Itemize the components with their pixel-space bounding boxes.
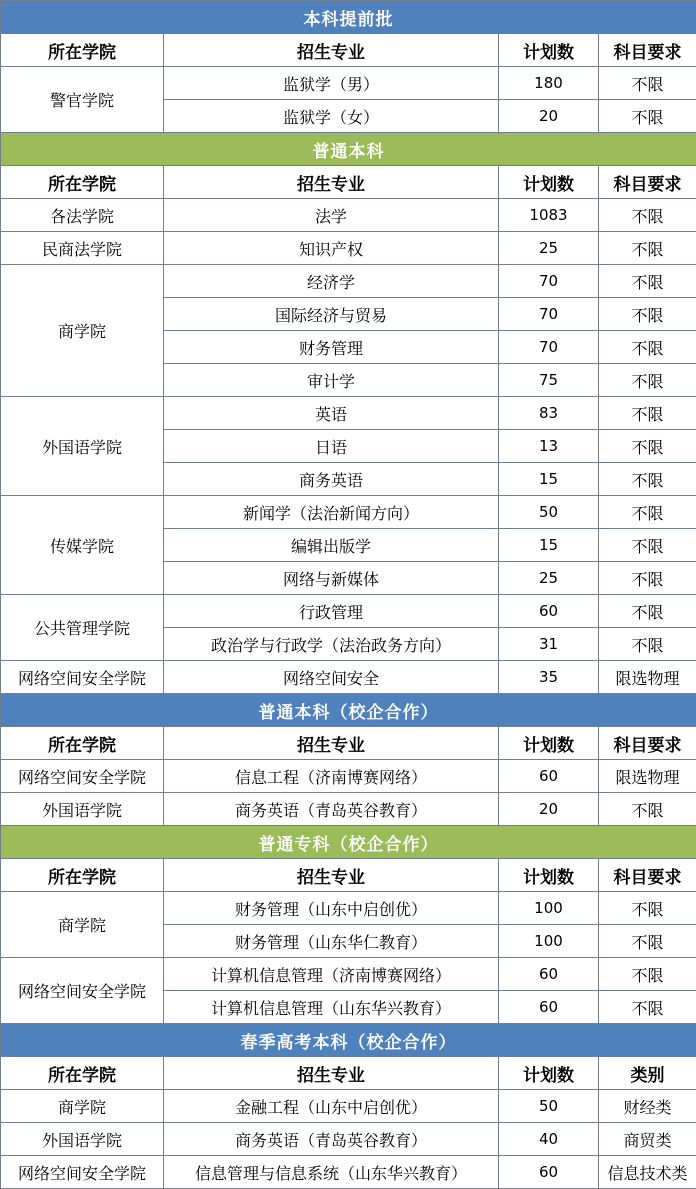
requirement-cell: 限选物理 (599, 661, 696, 694)
college-cell: 公共管理学院 (1, 595, 164, 661)
section-title: 普通本科（校企合作） (1, 694, 696, 727)
major-cell: 金融工程（山东中启创优） (164, 1090, 499, 1123)
college-cell: 网络空间安全学院 (1, 1156, 164, 1189)
requirement-cell: 不限 (599, 331, 696, 364)
college-cell: 商学院 (1, 892, 164, 958)
plan-cell: 60 (499, 595, 599, 628)
table-row (1, 1156, 696, 1189)
header-college: 所在学院 (1, 727, 164, 760)
college-cell: 传媒学院 (1, 496, 164, 595)
plan-cell: 60 (499, 958, 599, 991)
college-cell: 网络空间安全学院 (1, 760, 164, 793)
requirement-cell: 不限 (599, 199, 696, 232)
requirement-cell: 不限 (599, 562, 696, 595)
table-row (1, 760, 696, 793)
plan-cell: 75 (499, 364, 599, 397)
plan-cell: 60 (499, 1156, 599, 1189)
table-row (1, 1123, 696, 1156)
major-cell: 商务英语（青岛英谷教育） (164, 793, 499, 826)
header-college: 所在学院 (1, 859, 164, 892)
table-row (1, 67, 696, 100)
section-title-row (1, 133, 696, 166)
plan-cell: 100 (499, 892, 599, 925)
plan-cell: 100 (499, 925, 599, 958)
category-cell: 商贸类 (599, 1123, 696, 1156)
table-row (1, 496, 696, 529)
header-subject: 科目要求 (599, 166, 696, 199)
header-plan: 计划数 (499, 859, 599, 892)
requirement-cell: 不限 (599, 265, 696, 298)
requirement-cell: 不限 (599, 67, 696, 100)
plan-cell: 31 (499, 628, 599, 661)
header-row (1, 166, 696, 199)
plan-cell: 50 (499, 1090, 599, 1123)
college-cell: 外国语学院 (1, 397, 164, 496)
major-cell: 财务管理 (164, 331, 499, 364)
requirement-cell: 不限 (599, 595, 696, 628)
requirement-cell: 不限 (599, 892, 696, 925)
major-cell: 商务英语 (164, 463, 499, 496)
requirement-cell: 不限 (599, 925, 696, 958)
plan-cell: 40 (499, 1123, 599, 1156)
header-row (1, 727, 696, 760)
header-plan: 计划数 (499, 34, 599, 67)
requirement-cell: 不限 (599, 298, 696, 331)
requirement-cell: 不限 (599, 232, 696, 265)
major-cell: 日语 (164, 430, 499, 463)
major-cell: 监狱学（女） (164, 100, 499, 133)
major-cell: 网络与新媒体 (164, 562, 499, 595)
college-cell: 商学院 (1, 265, 164, 397)
requirement-cell: 不限 (599, 793, 696, 826)
section-title-row (1, 1024, 696, 1057)
header-major: 招生专业 (164, 727, 499, 760)
header-row (1, 859, 696, 892)
header-major: 招生专业 (164, 34, 499, 67)
header-plan: 计划数 (499, 166, 599, 199)
college-cell: 外国语学院 (1, 1123, 164, 1156)
table-row (1, 892, 696, 925)
header-major: 招生专业 (164, 859, 499, 892)
plan-cell: 20 (499, 793, 599, 826)
major-cell: 计算机信息管理（山东华兴教育） (164, 991, 499, 1024)
header-college: 所在学院 (1, 34, 164, 67)
header-college: 所在学院 (1, 1057, 164, 1090)
major-cell: 财务管理（山东中启创优） (164, 892, 499, 925)
table-row (1, 1090, 696, 1123)
requirement-cell: 不限 (599, 991, 696, 1024)
category-cell: 财经类 (599, 1090, 696, 1123)
requirement-cell: 不限 (599, 628, 696, 661)
header-row (1, 34, 696, 67)
table-row (1, 232, 696, 265)
requirement-cell: 不限 (599, 463, 696, 496)
major-cell: 经济学 (164, 265, 499, 298)
requirement-cell: 不限 (599, 529, 696, 562)
section-title: 普通本科 (1, 133, 696, 166)
plan-cell: 25 (499, 562, 599, 595)
requirement-cell: 不限 (599, 364, 696, 397)
college-cell: 民商法学院 (1, 232, 164, 265)
plan-cell: 25 (499, 232, 599, 265)
category-cell: 信息技术类 (599, 1156, 696, 1189)
table-row (1, 199, 696, 232)
major-cell: 国际经济与贸易 (164, 298, 499, 331)
header-subject: 科目要求 (599, 859, 696, 892)
requirement-cell: 不限 (599, 100, 696, 133)
plan-cell: 83 (499, 397, 599, 430)
college-cell: 商学院 (1, 1090, 164, 1123)
plan-cell: 15 (499, 529, 599, 562)
requirement-cell: 不限 (599, 958, 696, 991)
requirement-cell: 限选物理 (599, 760, 696, 793)
plan-cell: 180 (499, 67, 599, 100)
requirement-cell: 不限 (599, 496, 696, 529)
header-major: 招生专业 (164, 166, 499, 199)
table-row (1, 793, 696, 826)
header-subject: 科目要求 (599, 34, 696, 67)
major-cell: 审计学 (164, 364, 499, 397)
major-cell: 商务英语（青岛英谷教育） (164, 1123, 499, 1156)
section-title-row (1, 1, 696, 34)
plan-cell: 50 (499, 496, 599, 529)
major-cell: 监狱学（男） (164, 67, 499, 100)
plan-cell: 70 (499, 331, 599, 364)
header-subject: 科目要求 (599, 727, 696, 760)
table-row (1, 397, 696, 430)
requirement-cell: 不限 (599, 430, 696, 463)
section-title-row (1, 826, 696, 859)
plan-cell: 70 (499, 265, 599, 298)
header-plan: 计划数 (499, 1057, 599, 1090)
major-cell: 法学 (164, 199, 499, 232)
section-title: 春季高考本科（校企合作） (1, 1024, 696, 1057)
header-college: 所在学院 (1, 166, 164, 199)
major-cell: 政治学与行政学（法治政务方向） (164, 628, 499, 661)
major-cell: 计算机信息管理（济南博赛网络） (164, 958, 499, 991)
college-cell: 外国语学院 (1, 793, 164, 826)
major-cell: 编辑出版学 (164, 529, 499, 562)
header-major: 招生专业 (164, 1057, 499, 1090)
major-cell: 网络空间安全 (164, 661, 499, 694)
section-title: 本科提前批 (1, 1, 696, 34)
header-row (1, 1057, 696, 1090)
plan-cell: 70 (499, 298, 599, 331)
requirement-cell: 不限 (599, 397, 696, 430)
plan-cell: 35 (499, 661, 599, 694)
plan-cell: 60 (499, 991, 599, 1024)
plan-cell: 13 (499, 430, 599, 463)
plan-cell: 15 (499, 463, 599, 496)
table-row (1, 595, 696, 628)
major-cell: 财务管理（山东华仁教育） (164, 925, 499, 958)
college-cell: 网络空间安全学院 (1, 958, 164, 1024)
major-cell: 新闻学（法治新闻方向） (164, 496, 499, 529)
major-cell: 信息管理与信息系统（山东华兴教育） (164, 1156, 499, 1189)
plan-cell: 1083 (499, 199, 599, 232)
college-cell: 警官学院 (1, 67, 164, 133)
section-title: 普通专科（校企合作） (1, 826, 696, 859)
college-cell: 各法学院 (1, 199, 164, 232)
college-cell: 网络空间安全学院 (1, 661, 164, 694)
plan-cell: 60 (499, 760, 599, 793)
plan-cell: 20 (499, 100, 599, 133)
major-cell: 行政管理 (164, 595, 499, 628)
section-title-row (1, 694, 696, 727)
header-category: 类别 (599, 1057, 696, 1090)
header-plan: 计划数 (499, 727, 599, 760)
major-cell: 信息工程（济南博赛网络） (164, 760, 499, 793)
table-row (1, 958, 696, 991)
table-row (1, 661, 696, 694)
major-cell: 英语 (164, 397, 499, 430)
table-row (1, 265, 696, 298)
major-cell: 知识产权 (164, 232, 499, 265)
